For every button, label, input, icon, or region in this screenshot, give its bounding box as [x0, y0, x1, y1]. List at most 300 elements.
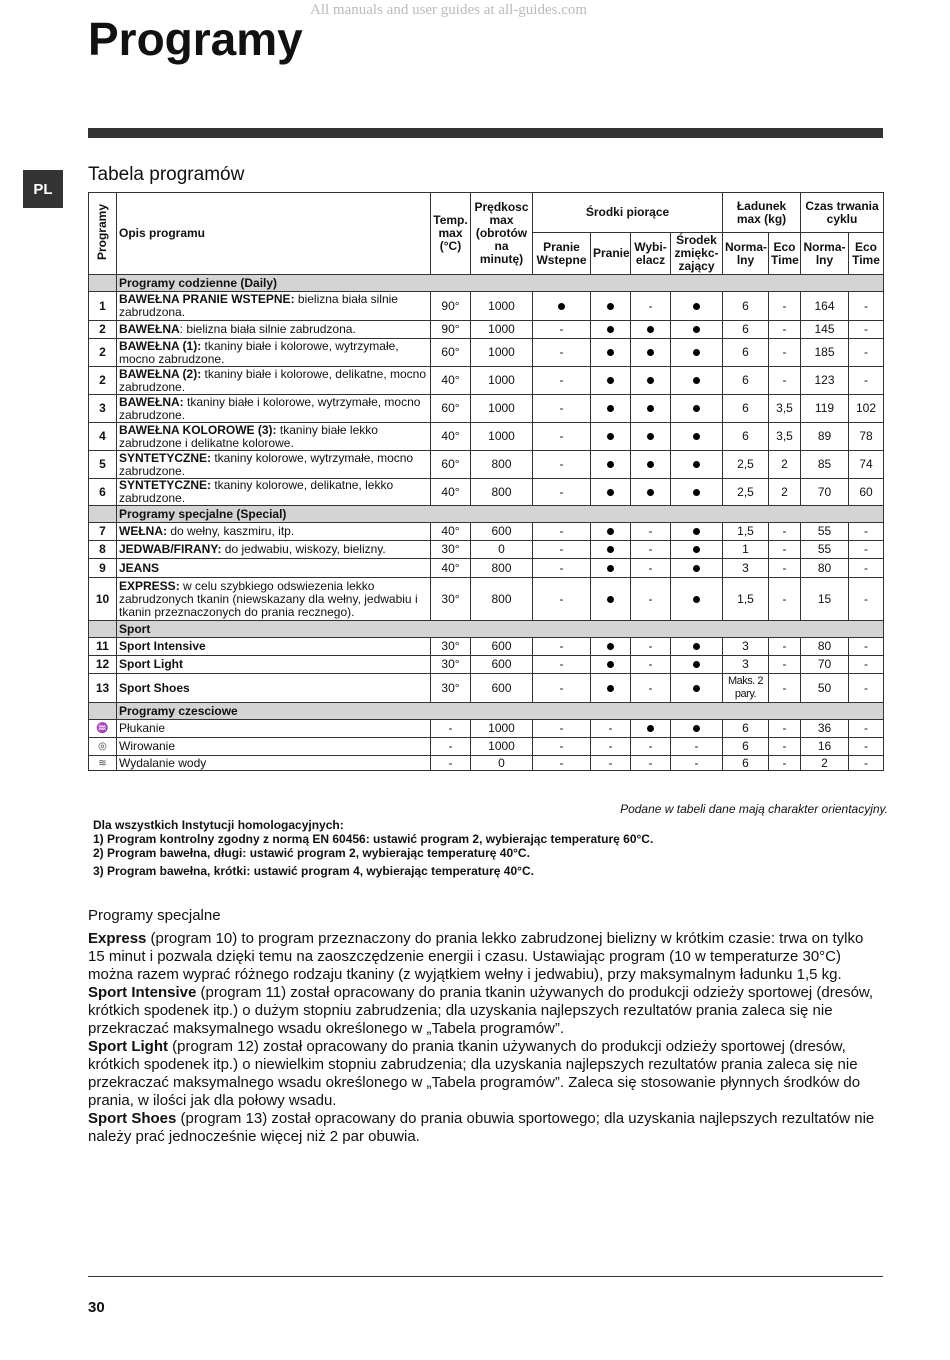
- bullet-icon: [607, 685, 614, 692]
- softener-cell: -: [671, 738, 723, 756]
- section-spacer: [89, 506, 117, 523]
- time-eco-cell: -: [849, 638, 884, 656]
- speed-cell: 1000: [471, 738, 533, 756]
- bleach-cell: -: [631, 523, 671, 541]
- load-eco-cell: -: [769, 292, 801, 321]
- load-eco-cell: -: [769, 578, 801, 621]
- load-eco-cell: -: [769, 738, 801, 756]
- bullet-icon: [607, 303, 614, 310]
- temp-cell: -: [431, 738, 471, 756]
- speed-cell: 800: [471, 479, 533, 506]
- program-number: 13: [89, 674, 117, 703]
- program-number: 8: [89, 541, 117, 559]
- softener-cell: [671, 367, 723, 395]
- bleach-cell: [631, 339, 671, 367]
- time-eco-cell: -: [849, 656, 884, 674]
- bleach-cell: -: [631, 674, 671, 703]
- softener-cell: [671, 720, 723, 738]
- homologation-item: 3) Program bawełna, krótki: ustawić program 4, wybierając temperaturę 40°C.: [93, 864, 534, 878]
- speed-cell: 600: [471, 523, 533, 541]
- softener-cell: [671, 423, 723, 451]
- time-eco-cell: 102: [849, 395, 884, 423]
- homologation-item: 2) Program bawełna, długi: ustawić program 2, wybierając temperaturę 40°C.: [93, 846, 530, 860]
- program-number: 5: [89, 451, 117, 479]
- prewash-cell: -: [533, 395, 591, 423]
- homologation-notes: [93, 818, 653, 878]
- time-normal-cell: 15: [801, 578, 849, 621]
- header-time-eco: Eco Time: [849, 233, 884, 275]
- wash-cell: -: [591, 756, 631, 771]
- program-table: [88, 192, 884, 771]
- watermark: All manuals and user guides at all-guides.com: [310, 2, 588, 18]
- table-row: [89, 451, 884, 479]
- temp-cell: 40°: [431, 523, 471, 541]
- time-eco-cell: -: [849, 720, 884, 738]
- temp-cell: 40°: [431, 423, 471, 451]
- title-rule: [88, 128, 883, 138]
- time-eco-cell: -: [849, 578, 884, 621]
- bullet-icon: [647, 349, 654, 356]
- time-normal-cell: 185: [801, 339, 849, 367]
- section-header: [89, 275, 884, 292]
- load-eco-cell: -: [769, 674, 801, 703]
- section-spacer: [89, 621, 117, 638]
- bleach-cell: -: [631, 578, 671, 621]
- prewash-cell: -: [533, 451, 591, 479]
- softener-cell: [671, 321, 723, 339]
- time-normal-cell: 36: [801, 720, 849, 738]
- bullet-icon: [693, 326, 700, 333]
- speed-cell: 800: [471, 451, 533, 479]
- wash-cell: -: [591, 738, 631, 756]
- load-eco-cell: -: [769, 756, 801, 771]
- load-normal-cell: Maks. 2 pary.: [723, 674, 769, 703]
- program-description: SYNTETYCZNE: tkaniny kolorowe, delikatne, lekko zabrudzone.: [117, 479, 431, 506]
- program-description: SYNTETYCZNE: tkaniny kolorowe, wytrzymałe, mocno zabrudzone.: [117, 451, 431, 479]
- load-eco-cell: -: [769, 720, 801, 738]
- wash-cell: [591, 479, 631, 506]
- page-title: Programy: [88, 13, 303, 65]
- bullet-icon: [647, 377, 654, 384]
- spin-icon: ◎: [89, 738, 117, 756]
- temp-cell: 90°: [431, 292, 471, 321]
- time-eco-cell: -: [849, 292, 884, 321]
- table-row: [89, 541, 884, 559]
- temp-cell: 40°: [431, 367, 471, 395]
- bullet-icon: [693, 489, 700, 496]
- orientation-note: Podane w tabeli dane mają charakter orientacyjny.: [620, 802, 888, 816]
- wash-cell: -: [591, 720, 631, 738]
- bleach-cell: -: [631, 756, 671, 771]
- load-eco-cell: -: [769, 656, 801, 674]
- bullet-icon: [693, 433, 700, 440]
- table-row: [89, 479, 884, 506]
- bullet-icon: [607, 565, 614, 572]
- program-description: Wydalanie wody: [117, 756, 431, 771]
- table-row: [89, 292, 884, 321]
- softener-cell: [671, 578, 723, 621]
- load-eco-cell: -: [769, 541, 801, 559]
- wash-cell: [591, 541, 631, 559]
- load-normal-cell: 6: [723, 367, 769, 395]
- softener-cell: [671, 451, 723, 479]
- load-normal-cell: 6: [723, 321, 769, 339]
- bleach-cell: -: [631, 738, 671, 756]
- table-row: [89, 756, 884, 771]
- header-time-normal: Norma-lny: [801, 233, 849, 275]
- time-normal-cell: 145: [801, 321, 849, 339]
- softener-cell: [671, 656, 723, 674]
- prewash-cell: -: [533, 523, 591, 541]
- time-eco-cell: -: [849, 674, 884, 703]
- speed-cell: 600: [471, 638, 533, 656]
- table-row: [89, 423, 884, 451]
- table-row: [89, 656, 884, 674]
- load-normal-cell: 6: [723, 292, 769, 321]
- load-normal-cell: 6: [723, 756, 769, 771]
- program-number: 1: [89, 292, 117, 321]
- speed-cell: 1000: [471, 339, 533, 367]
- speed-cell: 0: [471, 541, 533, 559]
- load-normal-cell: 2,5: [723, 451, 769, 479]
- bleach-cell: [631, 479, 671, 506]
- bullet-icon: [607, 661, 614, 668]
- program-number: 2: [89, 367, 117, 395]
- prewash-cell: -: [533, 559, 591, 578]
- time-normal-cell: 50: [801, 674, 849, 703]
- time-eco-cell: 78: [849, 423, 884, 451]
- table-row: [89, 738, 884, 756]
- temp-cell: 60°: [431, 339, 471, 367]
- wash-cell: [591, 559, 631, 578]
- load-normal-cell: 6: [723, 395, 769, 423]
- wash-cell: [591, 367, 631, 395]
- softener-cell: [671, 541, 723, 559]
- bleach-cell: [631, 720, 671, 738]
- bullet-icon: [693, 565, 700, 572]
- header-time: Czas trwania cyklu: [801, 193, 884, 233]
- bullet-icon: [647, 433, 654, 440]
- program-number: 6: [89, 479, 117, 506]
- wash-cell: [591, 321, 631, 339]
- load-normal-cell: 3: [723, 656, 769, 674]
- header-opis: Opis programu: [117, 193, 431, 275]
- wash-cell: [591, 451, 631, 479]
- program-description: BAWEŁNA (1): tkaniny białe i kolorowe, wytrzymałe, mocno zabrudzone.: [117, 339, 431, 367]
- load-eco-cell: 2: [769, 451, 801, 479]
- bullet-icon: [693, 643, 700, 650]
- header-wybielacz: Wybi-elacz: [631, 233, 671, 275]
- time-normal-cell: 85: [801, 451, 849, 479]
- header-detergents: Środki piorące: [533, 193, 723, 233]
- prewash-cell: -: [533, 738, 591, 756]
- bleach-cell: [631, 423, 671, 451]
- program-description: BAWEŁNA KOLOROWE (3): tkaniny białe lekko zabrudzone i delikatne kolorowe.: [117, 423, 431, 451]
- load-normal-cell: 3: [723, 638, 769, 656]
- prewash-cell: -: [533, 479, 591, 506]
- speed-cell: 1000: [471, 395, 533, 423]
- header-pranie: Pranie: [591, 233, 631, 275]
- temp-cell: 90°: [431, 321, 471, 339]
- time-normal-cell: 89: [801, 423, 849, 451]
- time-normal-cell: 70: [801, 479, 849, 506]
- table-row: [89, 339, 884, 367]
- bullet-icon: [647, 489, 654, 496]
- section-header: [89, 506, 884, 523]
- wash-cell: [591, 656, 631, 674]
- time-normal-cell: 16: [801, 738, 849, 756]
- speed-cell: 600: [471, 656, 533, 674]
- load-eco-cell: 2: [769, 479, 801, 506]
- softener-cell: [671, 559, 723, 578]
- load-normal-cell: 1,5: [723, 578, 769, 621]
- temp-cell: 40°: [431, 559, 471, 578]
- prewash-cell: -: [533, 674, 591, 703]
- bullet-icon: [693, 303, 700, 310]
- softener-cell: -: [671, 756, 723, 771]
- bullet-icon: [693, 685, 700, 692]
- time-eco-cell: 60: [849, 479, 884, 506]
- time-normal-cell: 2: [801, 756, 849, 771]
- section-title: Programy codzienne (Daily): [117, 275, 884, 292]
- load-eco-cell: -: [769, 321, 801, 339]
- load-normal-cell: 2,5: [723, 479, 769, 506]
- bullet-icon: [607, 349, 614, 356]
- temp-cell: 30°: [431, 638, 471, 656]
- softener-cell: [671, 395, 723, 423]
- bullet-icon: [647, 405, 654, 412]
- program-description: WEŁNA: do wełny, kaszmiru, itp.: [117, 523, 431, 541]
- paragraph-express: Express (program 10) to program przeznaczony do prania lekko zabrudzonej bielizny w krótkim czasie: trwa on tylko 15 minut i pozwala dzięki temu na zaoszczędzenie energii i czasu. Ustawiając program (10 w temperaturze 30°C) można razem wyprać różnego rodzaju tkaniny (z wyjątkiem wełny i jedwabiu), przy maksymalnym ładunku 1,5 kg.: [88, 930, 864, 983]
- section-title: Programy czesciowe: [117, 703, 884, 720]
- section-header: [89, 621, 884, 638]
- paragraph-sport-shoes: Sport Shoes (program 13) został opracowany do prania obuwia sportowego; dla uzyskania najlepszych rezultatów nie należy prać jednocześnie więcej niż 2 par obuwia.: [88, 1110, 875, 1145]
- bullet-icon: [693, 661, 700, 668]
- footer-rule: [88, 1276, 883, 1277]
- time-eco-cell: -: [849, 559, 884, 578]
- speed-cell: 1000: [471, 321, 533, 339]
- wash-cell: [591, 578, 631, 621]
- load-eco-cell: 3,5: [769, 423, 801, 451]
- program-description: Sport Intensive: [117, 638, 431, 656]
- table-row: [89, 638, 884, 656]
- prewash-cell: -: [533, 638, 591, 656]
- program-description: BAWEŁNA PRANIE WSTEPNE: bielizna biała silnie zabrudzona.: [117, 292, 431, 321]
- speed-cell: 0: [471, 756, 533, 771]
- bullet-icon: [693, 405, 700, 412]
- language-tab: PL: [23, 170, 63, 208]
- section-spacer: [89, 703, 117, 720]
- time-normal-cell: 164: [801, 292, 849, 321]
- prewash-cell: -: [533, 541, 591, 559]
- program-description: JEANS: [117, 559, 431, 578]
- bullet-icon: [607, 596, 614, 603]
- load-normal-cell: 6: [723, 423, 769, 451]
- load-normal-cell: 6: [723, 738, 769, 756]
- time-eco-cell: -: [849, 541, 884, 559]
- bleach-cell: -: [631, 292, 671, 321]
- time-eco-cell: -: [849, 738, 884, 756]
- program-description: Płukanie: [117, 720, 431, 738]
- page-number: 30: [88, 1299, 105, 1316]
- program-description: Sport Shoes: [117, 674, 431, 703]
- wash-cell: [591, 638, 631, 656]
- bleach-cell: [631, 395, 671, 423]
- table-row: [89, 720, 884, 738]
- prewash-cell: -: [533, 339, 591, 367]
- softener-cell: [671, 638, 723, 656]
- speed-cell: 1000: [471, 720, 533, 738]
- bullet-icon: [607, 433, 614, 440]
- bullet-icon: [558, 303, 565, 310]
- temp-cell: 30°: [431, 578, 471, 621]
- header-zmiekczajacy: Środek zmiękc-zający: [671, 233, 723, 275]
- time-normal-cell: 123: [801, 367, 849, 395]
- bullet-icon: [607, 489, 614, 496]
- bullet-icon: [607, 546, 614, 553]
- section-header: [89, 703, 884, 720]
- softener-cell: [671, 674, 723, 703]
- bleach-cell: [631, 367, 671, 395]
- softener-cell: [671, 292, 723, 321]
- wash-cell: [591, 423, 631, 451]
- temp-cell: 40°: [431, 479, 471, 506]
- bleach-cell: -: [631, 638, 671, 656]
- program-number: 12: [89, 656, 117, 674]
- bullet-icon: [693, 528, 700, 535]
- bleach-cell: -: [631, 541, 671, 559]
- time-eco-cell: 74: [849, 451, 884, 479]
- bullet-icon: [647, 461, 654, 468]
- program-description: JEDWAB/FIRANY: do jedwabiu, wiskozy, bielizny.: [117, 541, 431, 559]
- wash-cell: [591, 339, 631, 367]
- header-temp: Temp. max (°C): [431, 193, 471, 275]
- bullet-icon: [693, 546, 700, 553]
- load-eco-cell: -: [769, 559, 801, 578]
- wash-cell: [591, 395, 631, 423]
- program-number: 7: [89, 523, 117, 541]
- header-pranie-wstepne: Pranie Wstepne: [533, 233, 591, 275]
- paragraph-sport-light: Sport Light (program 12) został opracowany do prania tkanin używanych do produkcji odzieży sportowej (dresów, krótkich spodenek itp.) o niewielkim stopniu zabrudzenia; dla uzyskania najlepszych rezultatów prania zaleca się nie przekraczać maksymalnego wsadu określonego w „Tabela programów”. Zaleca się stosowanie płynnych środków do prania, w ilości jak dla połowy wsadu.: [88, 1038, 861, 1109]
- program-description: Wirowanie: [117, 738, 431, 756]
- prewash-cell: -: [533, 321, 591, 339]
- table-row: [89, 367, 884, 395]
- temp-cell: -: [431, 756, 471, 771]
- table-row: [89, 559, 884, 578]
- load-normal-cell: 1: [723, 541, 769, 559]
- header-load: Ładunek max (kg): [723, 193, 801, 233]
- load-normal-cell: 1,5: [723, 523, 769, 541]
- wash-cell: [591, 292, 631, 321]
- table-row: [89, 523, 884, 541]
- temp-cell: 30°: [431, 674, 471, 703]
- drain-icon: ≋: [89, 756, 117, 771]
- wash-cell: [591, 674, 631, 703]
- prewash-cell: -: [533, 578, 591, 621]
- bleach-cell: -: [631, 656, 671, 674]
- time-eco-cell: -: [849, 321, 884, 339]
- special-programs-text: [88, 930, 883, 1146]
- table-row: [89, 578, 884, 621]
- speed-cell: 600: [471, 674, 533, 703]
- bullet-icon: [607, 405, 614, 412]
- paragraph-sport-intensive: Sport Intensive (program 11) został opracowany do prania tkanin używanych do produkcji odzieży sportowej (dresów, krótkich spodenek itp.) o dużym stopniu zabrudzenia; dla uzyskania najlepszych rezultatów prania zaleca się nie przekraczać maksymalnego wsadu określonego w „Tabela programów”.: [88, 984, 874, 1037]
- bullet-icon: [607, 461, 614, 468]
- prewash-cell: -: [533, 367, 591, 395]
- program-description: EXPRESS: w celu szybkiego odswiezenia lekko zabrudzonych tkanin (niewskazany dla wełny, jedwabiu i tkanin przeznaczonych do prania recznego).: [117, 578, 431, 621]
- load-normal-cell: 6: [723, 720, 769, 738]
- load-normal-cell: 6: [723, 339, 769, 367]
- temp-cell: 60°: [431, 451, 471, 479]
- load-eco-cell: 3,5: [769, 395, 801, 423]
- time-normal-cell: 70: [801, 656, 849, 674]
- program-number: 2: [89, 339, 117, 367]
- header-programy: Programy: [89, 193, 117, 275]
- softener-cell: [671, 479, 723, 506]
- section-title: Programy specjalne (Special): [117, 506, 884, 523]
- temp-cell: 30°: [431, 541, 471, 559]
- softener-cell: [671, 523, 723, 541]
- table-title: Tabela programów: [88, 164, 245, 185]
- program-description: BAWEŁNA: tkaniny białe i kolorowe, wytrzymałe, mocno zabrudzone.: [117, 395, 431, 423]
- header-speed: Prędkosc max (obrotów na minutę): [471, 193, 533, 275]
- time-eco-cell: -: [849, 367, 884, 395]
- bullet-icon: [607, 377, 614, 384]
- program-number: 2: [89, 321, 117, 339]
- bleach-cell: [631, 451, 671, 479]
- prewash-cell: -: [533, 656, 591, 674]
- rinse-icon: ♒: [89, 720, 117, 738]
- program-description: BAWEŁNA (2): tkaniny białe i kolorowe, delikatne, mocno zabrudzone.: [117, 367, 431, 395]
- section-spacer: [89, 275, 117, 292]
- bullet-icon: [693, 725, 700, 732]
- table-row: [89, 321, 884, 339]
- speed-cell: 1000: [471, 292, 533, 321]
- table-row: [89, 674, 884, 703]
- load-eco-cell: -: [769, 523, 801, 541]
- bullet-icon: [693, 349, 700, 356]
- time-normal-cell: 80: [801, 638, 849, 656]
- header-load-eco: Eco Time: [769, 233, 801, 275]
- prewash-cell: -: [533, 756, 591, 771]
- load-eco-cell: -: [769, 367, 801, 395]
- table-row: [89, 395, 884, 423]
- temp-cell: -: [431, 720, 471, 738]
- prewash-cell: -: [533, 423, 591, 451]
- speed-cell: 800: [471, 559, 533, 578]
- time-normal-cell: 80: [801, 559, 849, 578]
- bullet-icon: [693, 461, 700, 468]
- homologation-heading: Dla wszystkich Instytucji homologacyjnych:: [93, 818, 344, 832]
- header-load-normal: Norma-lny: [723, 233, 769, 275]
- time-eco-cell: -: [849, 756, 884, 771]
- program-number: 4: [89, 423, 117, 451]
- temp-cell: 30°: [431, 656, 471, 674]
- speed-cell: 800: [471, 578, 533, 621]
- bleach-cell: -: [631, 559, 671, 578]
- bullet-icon: [647, 725, 654, 732]
- program-number: 11: [89, 638, 117, 656]
- time-eco-cell: -: [849, 523, 884, 541]
- bullet-icon: [607, 326, 614, 333]
- time-eco-cell: -: [849, 339, 884, 367]
- section-title: Sport: [117, 621, 884, 638]
- program-number: 9: [89, 559, 117, 578]
- load-eco-cell: -: [769, 339, 801, 367]
- load-eco-cell: -: [769, 638, 801, 656]
- program-number: 10: [89, 578, 117, 621]
- bullet-icon: [693, 377, 700, 384]
